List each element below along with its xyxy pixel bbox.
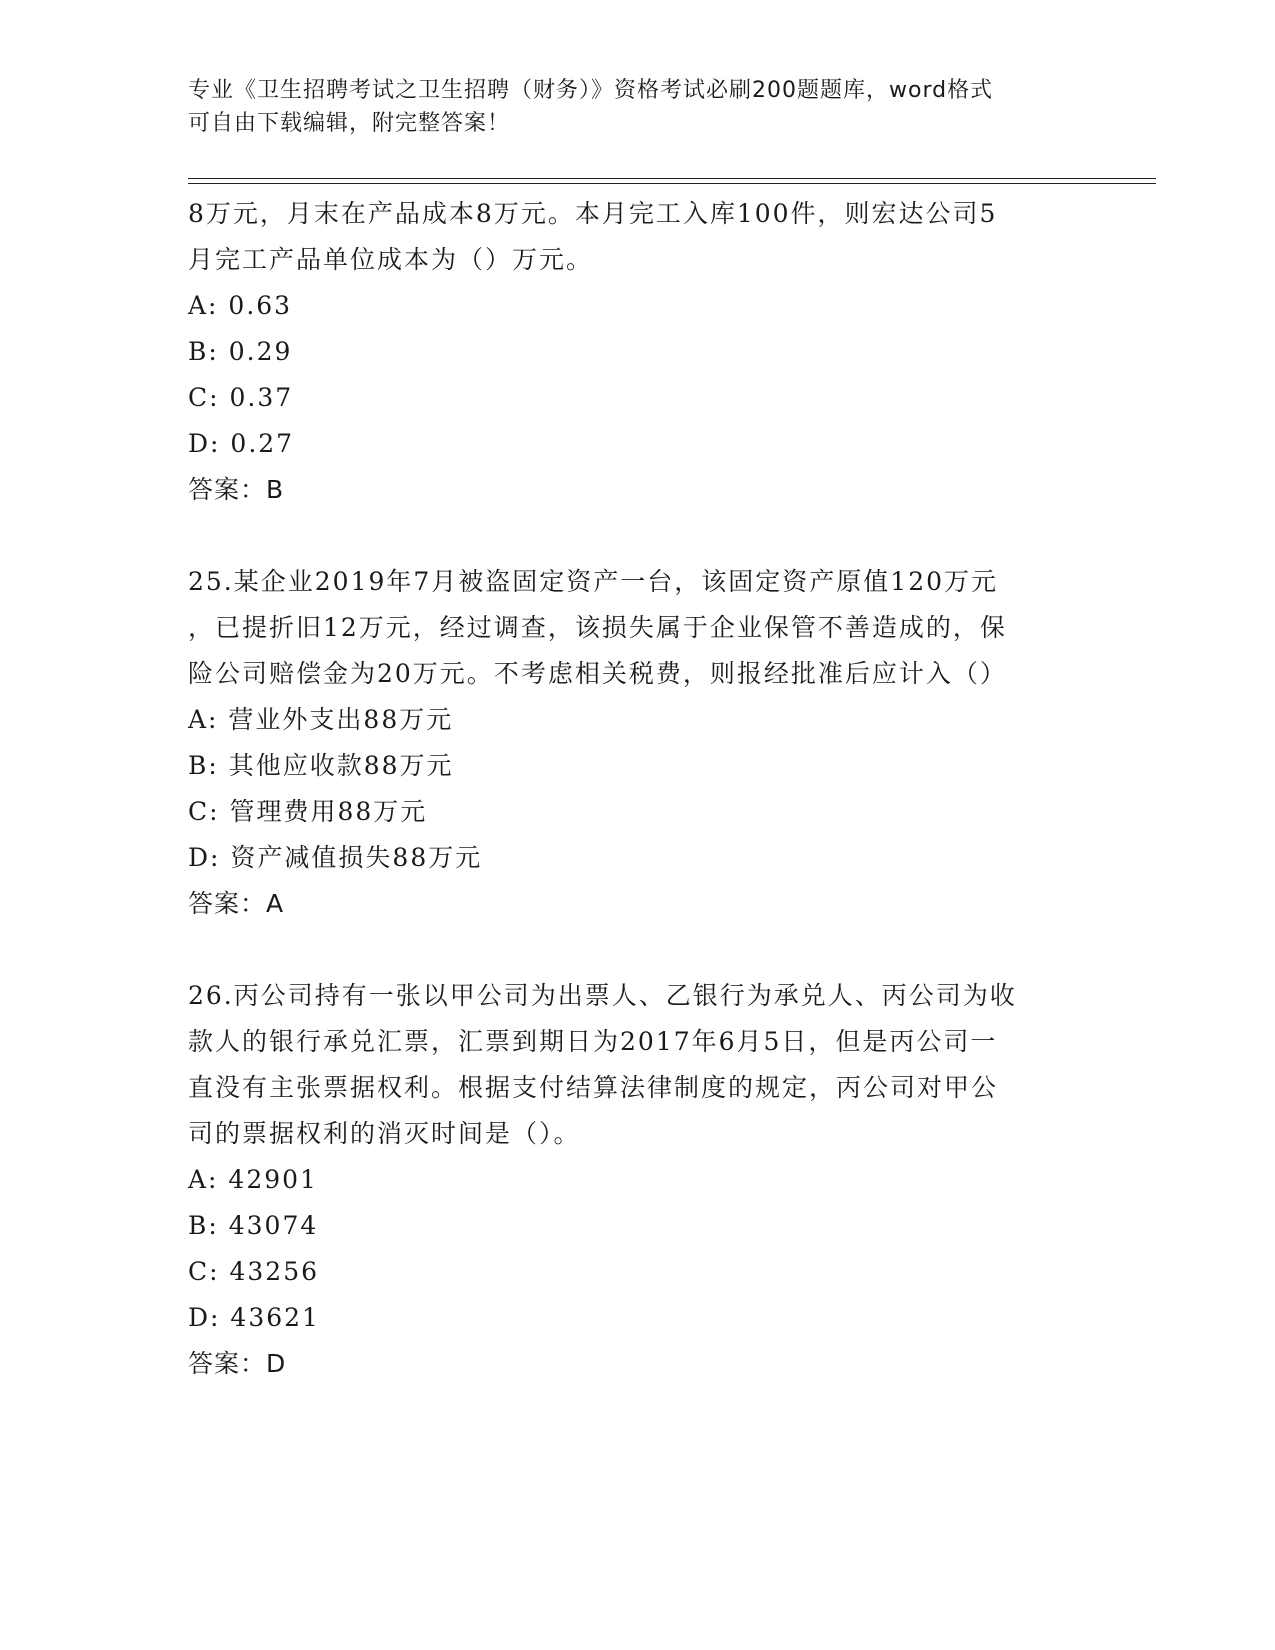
question-line: 司的票据权利的消灭时间是（）。 xyxy=(188,1119,581,1148)
questions-content xyxy=(188,191,1088,1387)
question-line: 款人的银行承兑汇票，汇票到期日为2017年6月5日，但是丙公司一 xyxy=(188,1027,998,1056)
question-block xyxy=(188,973,1088,1387)
question-line: 直没有主张票据权利。根据支付结算法律制度的规定，丙公司对甲公 xyxy=(188,1073,999,1102)
question-line: 26.丙公司持有一张以甲公司为出票人、乙银行为承兑人、丙公司为收 xyxy=(188,981,1017,1010)
header-line-2: 可自由下载编辑，附完整答案！ xyxy=(188,111,511,136)
question-line: ，已提折旧12万元，经过调查，该损失属于企业保管不善造成的，保 xyxy=(188,613,1007,642)
header-rule-top xyxy=(188,178,1156,179)
spacer xyxy=(188,927,1088,973)
option-b: B: 0.29 xyxy=(188,337,293,366)
question-block xyxy=(188,191,1088,513)
option-c: C: 43256 xyxy=(188,1257,320,1286)
answer-line: 答案：D xyxy=(188,1349,287,1378)
question-line: 25.某企业2019年7月被盗固定资产一台，该固定资产原值120万元 xyxy=(188,567,999,596)
answer-line: 答案：B xyxy=(188,475,285,504)
question-line: 月完工产品单位成本为（）万元。 xyxy=(188,245,594,274)
question-line: 8万元，月末在产品成本8万元。本月完工入库100件，则宏达公司5 xyxy=(188,199,998,228)
header-rule-bottom xyxy=(188,183,1156,184)
option-a: A: 营业外支出88万元 xyxy=(188,705,454,734)
option-c: C: 管理费用88万元 xyxy=(188,797,428,826)
option-a: A: 0.63 xyxy=(188,291,293,320)
header-line-1: 专业《卫生招聘考试之卫生招聘（财务）》资格考试必刷200题题库，word格式 xyxy=(188,78,994,103)
spacer xyxy=(188,513,1088,559)
answer-line: 答案：A xyxy=(188,889,285,918)
document-header xyxy=(188,74,1068,140)
option-b: B: 其他应收款88万元 xyxy=(188,751,454,780)
option-d: D: 43621 xyxy=(188,1303,320,1332)
option-c: C: 0.37 xyxy=(188,383,294,412)
question-block xyxy=(188,559,1088,927)
question-line: 险公司赔偿金为20万元。不考虑相关税费，则报经批准后应计入（） xyxy=(188,659,1007,688)
option-b: B: 43074 xyxy=(188,1211,319,1240)
option-d: D: 0.27 xyxy=(188,429,295,458)
option-d: D: 资产减值损失88万元 xyxy=(188,843,483,872)
option-a: A: 42901 xyxy=(188,1165,318,1194)
